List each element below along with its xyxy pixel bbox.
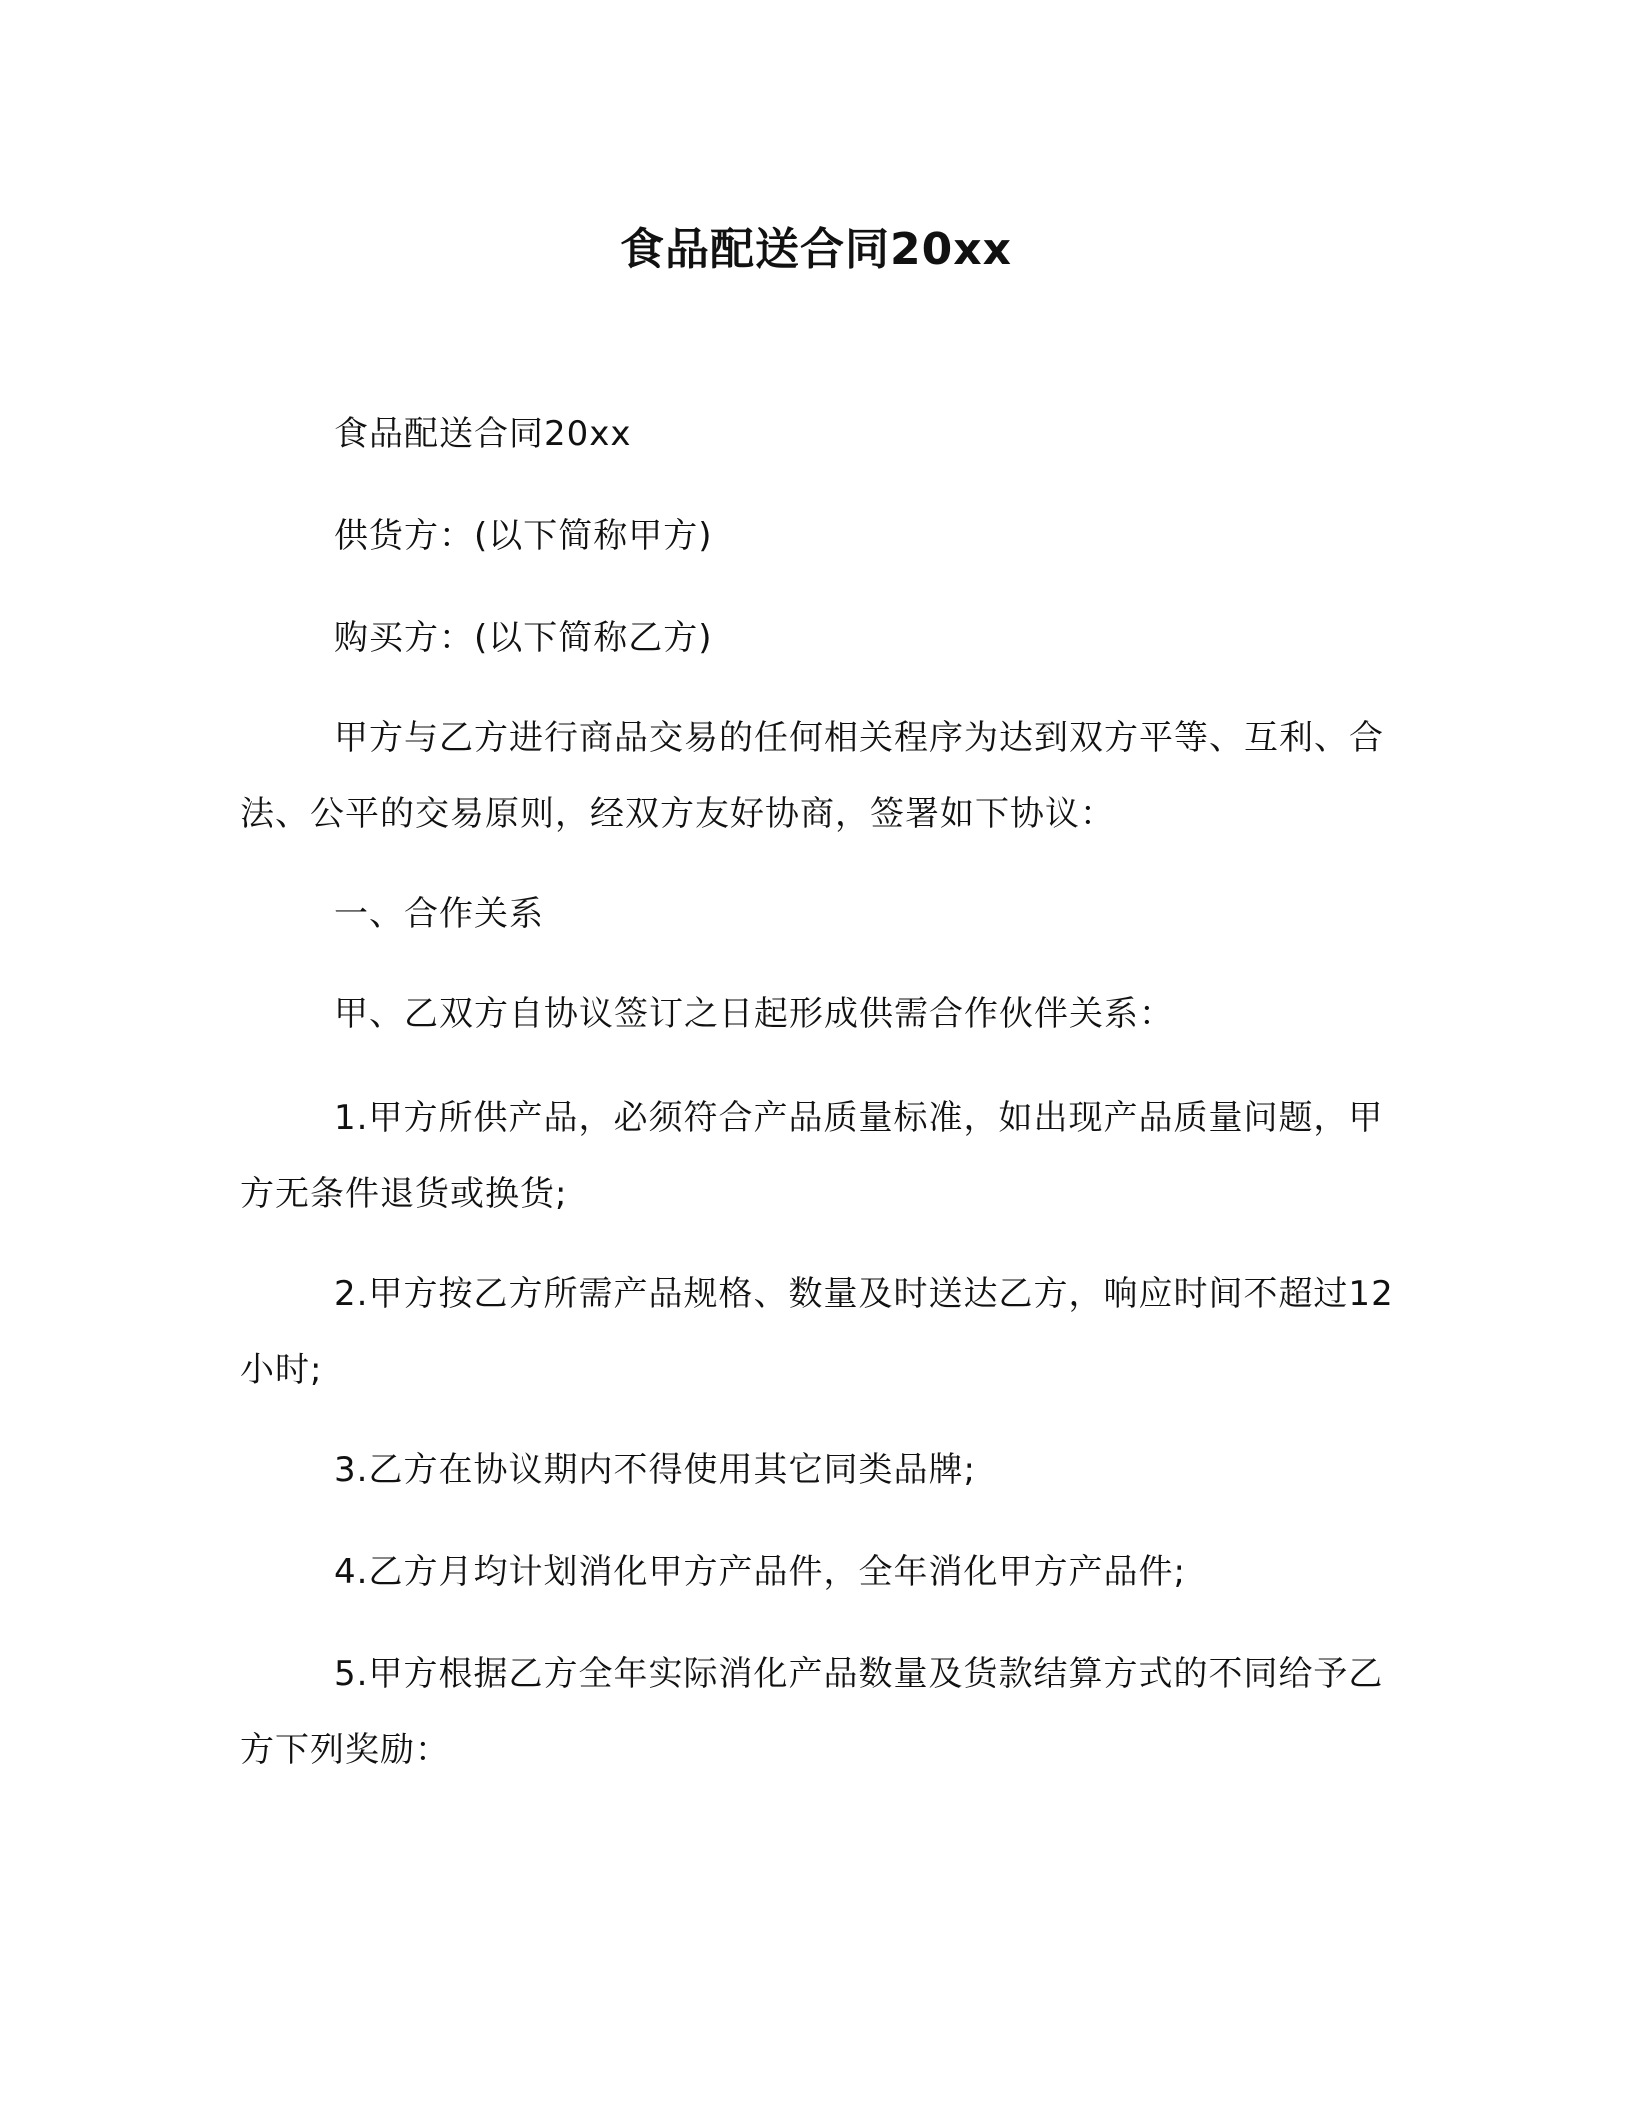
paragraph-subtitle: 食品配送合同20xx [334, 414, 632, 454]
clause-2: 2.甲方按乙方所需产品规格、数量及时送达乙方，响应时间不超过12小时; [240, 1274, 1394, 1390]
paragraph-preamble: 甲方与乙方进行商品交易的任何相关程序为达到双方平等、互利、合法、公平的交易原则，经双方友好协商，签署如下协议： [240, 718, 1384, 834]
document-title: 食品配送合同20xx [620, 224, 1012, 275]
clause-1: 1.甲方所供产品，必须符合产品质量标准，如出现产品质量问题，甲方无条件退货或换货; [240, 1098, 1384, 1214]
paragraph-buyer: 购买方：(以下简称乙方) [334, 618, 713, 658]
clause-3: 3.乙方在协议期内不得使用其它同类品牌; [334, 1450, 976, 1490]
clause-5: 5.甲方根据乙方全年实际消化产品数量及货款结算方式的不同给予乙方下列奖励： [240, 1654, 1384, 1770]
clause-4: 4.乙方月均计划消化甲方产品件，全年消化甲方产品件; [334, 1552, 1186, 1592]
paragraph-supplier: 供货方：(以下简称甲方) [334, 516, 713, 556]
section-heading-cooperation: 一、合作关系 [334, 894, 544, 934]
paragraph-cooperation-intro: 甲、乙双方自协议签订之日起形成供需合作伙伴关系： [334, 994, 1174, 1034]
